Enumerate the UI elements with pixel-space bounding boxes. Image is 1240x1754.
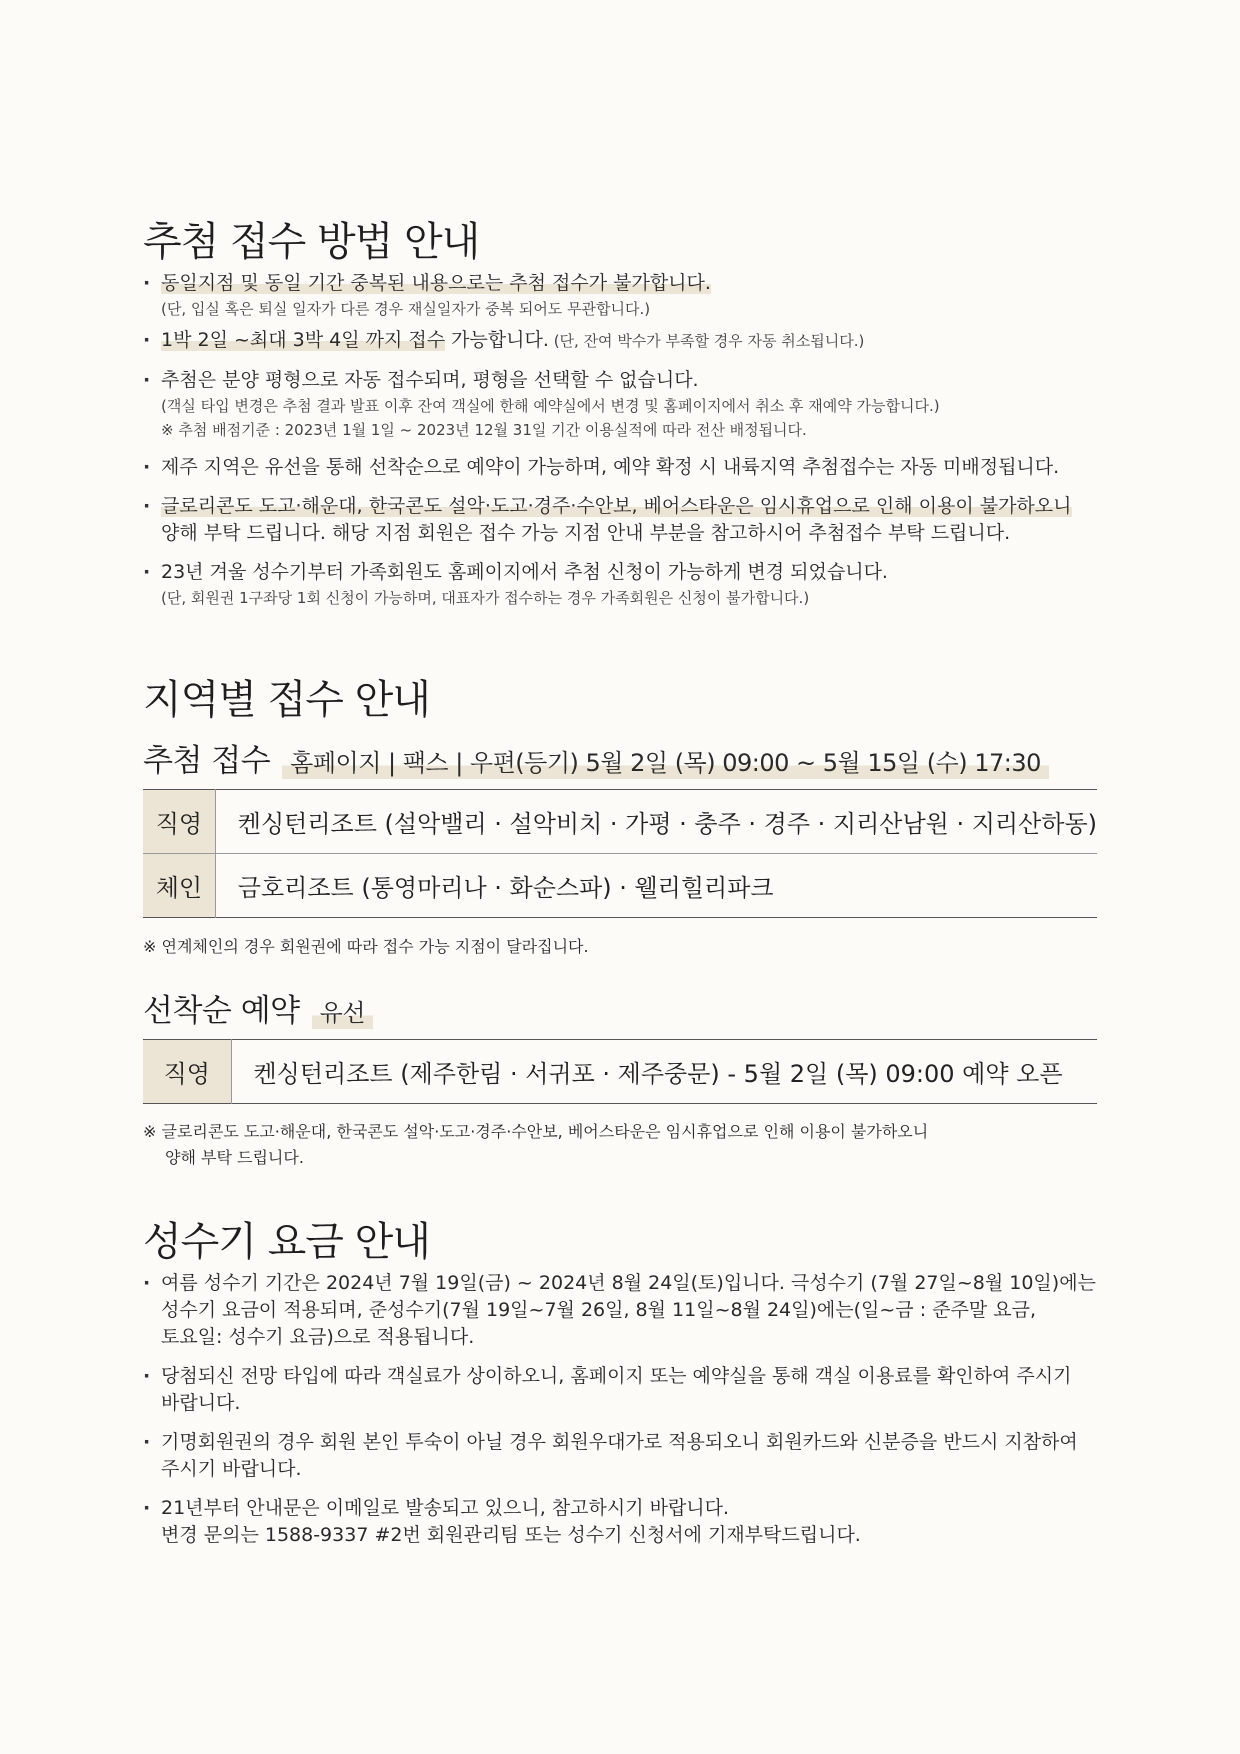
- list-item-line: · 21년부터 안내문은 이메일로 발송되고 있으니, 참고하시기 바랍니다.: [161, 1497, 730, 1519]
- table-key: 직영: [143, 1040, 231, 1104]
- table-row: [143, 1040, 1097, 1104]
- closure-note: [143, 1119, 928, 1171]
- list-item: [143, 1363, 1123, 1417]
- table-value: 켄싱턴리조트 (제주한림 · 서귀포 · 제주중문) - 5월 2일 (목) 09:00 예약 오픈: [253, 1060, 1063, 1088]
- list-item: [143, 367, 1123, 442]
- firstcome-label: 선착순 예약: [143, 993, 300, 1029]
- list-item-note: (단, 회원권 1구좌당 1회 신청이 가능하며, 대표자가 접수하는 경우 가족회원은 신청이 불가합니다.): [161, 589, 810, 607]
- list-item-text: 제주 지역은 유선을 통해 선착순으로 예약이 가능하며, 예약 확정 시 내륙지역 추첨접수는 자동 미배정됩니다.: [161, 456, 1060, 478]
- list-item-line: · 여름 성수기 기간은 2024년 7월 19일(금) ~ 2024년 8월 24일(토)입니다. 극성수기 (7월 27일~8월 10일)에는: [161, 1272, 1096, 1294]
- fee-title: 성수기 요금 안내: [143, 1219, 430, 1265]
- list-item: [143, 493, 1123, 547]
- fee-list: [143, 1270, 1123, 1549]
- lottery-label: 추첨 접수: [143, 743, 271, 779]
- lottery-branch-table: [143, 789, 1097, 918]
- list-item-note: (단, 입실 혹은 퇴실 일자가 다른 경우 재실일자가 중복 되어도 무관합니다.): [161, 300, 651, 318]
- firstcome-branch-table: [143, 1039, 1097, 1104]
- firstcome-tag: 유선: [312, 999, 373, 1029]
- list-item-note: (단, 잔여 박수가 부족할 경우 자동 취소됩니다.): [548, 332, 865, 350]
- list-item-text: 23년 겨울 성수기부터 가족회원도 홈페이지에서 추첨 신청이 가능하게 변경 되었습니다.: [161, 561, 888, 583]
- list-item-text: 동일지점 및 동일 기간 중복된 내용으로는 추첨 접수가 불가합니다.: [161, 272, 711, 294]
- list-item-text: 추첨은 분양 평형으로 자동 접수되며, 평형을 선택할 수 없습니다.: [161, 369, 699, 391]
- list-item: [143, 270, 1123, 321]
- chain-note: ※ 연계체인의 경우 회원권에 따라 접수 가능 지점이 달라집니다.: [143, 937, 589, 956]
- lottery-subheading: [143, 735, 1049, 780]
- list-item: [143, 1495, 1123, 1549]
- list-item: [143, 1429, 1123, 1483]
- list-item-line: 변경 문의는 1588-9337 #2번 회원관리팀 또는 성수기 신청서에 기재부탁드립니다.: [161, 1524, 861, 1546]
- table-row: [143, 854, 1097, 918]
- list-item-line: · 기명회원권의 경우 회원 본인 투숙이 아닐 경우 회원우대가로 적용되오니 회원카드와 신분증을 반드시 지참하여: [161, 1431, 1078, 1453]
- closure-note-line: ※ 글로리콘도 도고·해운대, 한국콘도 설악·도고·경주·수안보, 베어스타운은 임시휴업으로 인해 이용이 불가하오니: [143, 1122, 929, 1141]
- list-item-line: 성수기 요금이 적용되며, 준성수기(7월 19일~7월 26일, 8월 11일~8월 24일)에는(일~금 : 준주말 요금,: [161, 1299, 1036, 1321]
- lottery-method-title: 추첨 접수 방법 안내: [143, 219, 480, 265]
- table-key: 체인: [143, 854, 215, 918]
- list-item-line: 바랍니다.: [161, 1392, 241, 1414]
- lottery-schedule-tag: 홈페이지 | 팩스 | 우편(등기) 5월 2일 (목) 09:00 ~ 5월 15일 (수) 17:30: [282, 749, 1049, 779]
- table-value: 켄싱턴리조트 (설악밸리 · 설악비치 · 가평 · 충주 · 경주 · 지리산남원 · 지리산하동): [237, 810, 1097, 838]
- lottery-method-list: [143, 270, 1123, 610]
- list-item-line: · 당첨되신 전망 타입에 따라 객실료가 상이하오니, 홈페이지 또는 예약실을 통해 객실 이용료를 확인하여 주시기: [161, 1365, 1072, 1387]
- list-item-highlight: 글로리콘도 도고·해운대, 한국콘도 설악·도고·경주·수안보, 베어스타운은 임시휴업으로 인해 이용이 불가하오니: [161, 495, 1072, 517]
- list-item: [143, 454, 1123, 481]
- list-item-text: 가능합니다.: [445, 329, 549, 351]
- closure-note-line: 양해 부탁 드립니다.: [165, 1148, 304, 1167]
- list-item-line: 토요일: 성수기 요금)으로 적용됩니다.: [161, 1326, 475, 1348]
- region-title: 지역별 접수 안내: [143, 677, 430, 723]
- list-item-text: 양해 부탁 드립니다. 해당 지점 회원은 접수 가능 지점 안내 부분을 참고하시어 추첨접수 부탁 드립니다.: [161, 522, 1011, 544]
- list-item: [143, 1270, 1123, 1351]
- firstcome-subheading: [143, 985, 373, 1030]
- list-item-highlight: 1박 2일 ~최대 3박 4일 까지 접수: [161, 329, 446, 351]
- list-item-note: (객실 타입 변경은 추첨 결과 발표 이후 잔여 객실에 한해 예약실에서 변경 및 홈페이지에서 취소 후 재예약 가능합니다.): [161, 397, 940, 415]
- table-row: [143, 790, 1097, 854]
- table-key: 직영: [143, 790, 215, 854]
- table-value: 금호리조트 (통영마리나 · 화순스파) · 웰리힐리파크: [215, 854, 1097, 918]
- list-item: [143, 559, 1123, 610]
- list-item-line: 주시기 바랍니다.: [161, 1458, 302, 1480]
- list-item: [143, 327, 1123, 354]
- list-item-note: ※ 추첨 배점기준 : 2023년 1월 1일 ~ 2023년 12월 31일 기간 이용실적에 따라 전산 배정됩니다.: [161, 421, 807, 439]
